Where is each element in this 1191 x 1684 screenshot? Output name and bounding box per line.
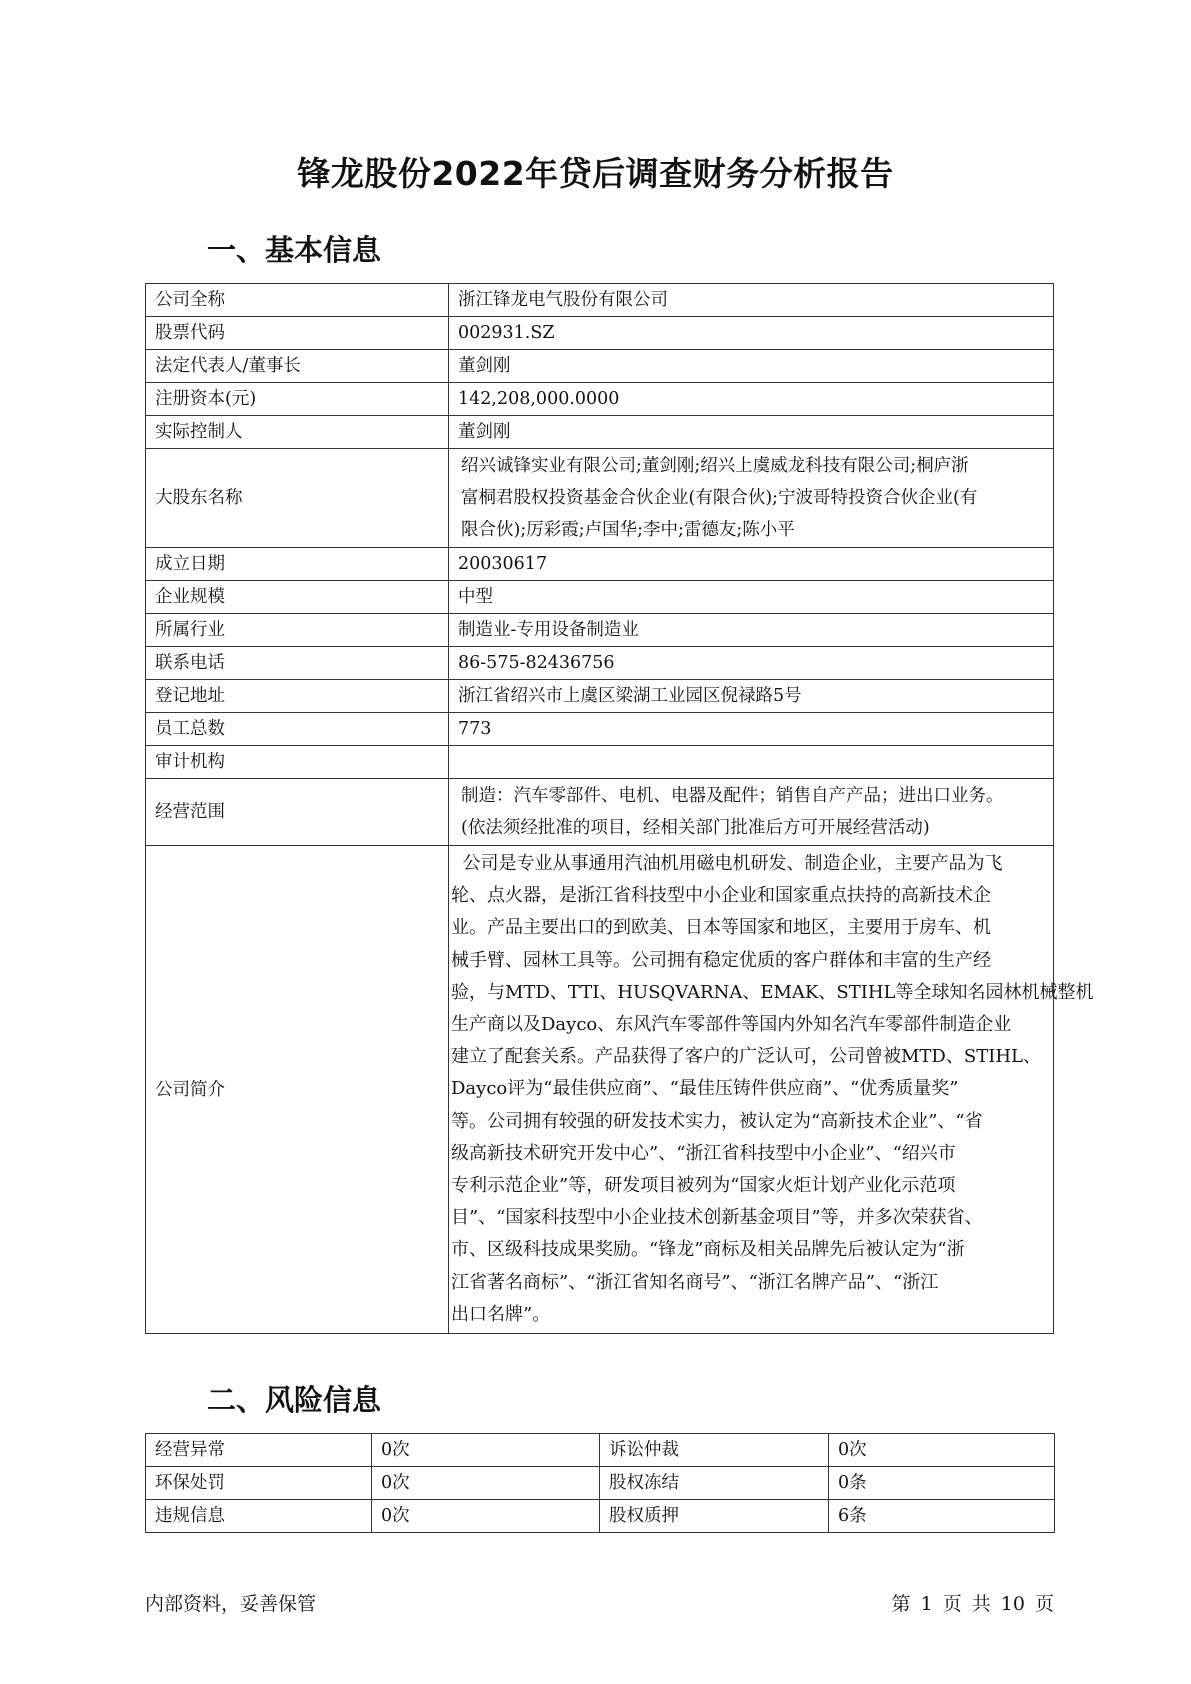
- report-title: 锋龙股份2022年贷后调查财务分析报告: [297, 154, 894, 193]
- info-row: [146, 548, 1054, 581]
- info-label: 所属行业: [146, 614, 449, 647]
- info-row: [146, 746, 1054, 779]
- info-value-line: 专利示范企业”等，研发项目被列为“国家火炬计划产业化示范项: [451, 1175, 956, 1197]
- info-value: [449, 746, 1054, 779]
- info-value: 制造业-专用设备制造业: [449, 614, 1054, 647]
- info-label: 企业规模: [146, 581, 449, 614]
- info-value-line: 出口名牌”。: [451, 1303, 551, 1325]
- footer-confidential-note: 内部资料，妥善保管: [145, 1593, 317, 1615]
- info-label: 成立日期: [146, 548, 449, 581]
- risk-value: 0次: [372, 1434, 600, 1467]
- info-value: 002931.SZ: [449, 317, 1054, 350]
- info-row: [146, 416, 1054, 449]
- info-value-line: 市、区级科技成果奖励。“锋龙”商标及相关品牌先后被认定为“浙: [451, 1239, 965, 1261]
- info-row: [146, 581, 1054, 614]
- info-row: [146, 614, 1054, 647]
- risk-label: 经营异常: [146, 1434, 372, 1467]
- info-row: [146, 779, 1054, 846]
- info-label: 大股东名称: [146, 449, 449, 548]
- info-value-line: Dayco评为“最佳供应商”、“最佳压铸件供应商”、“优秀质量奖”: [451, 1078, 959, 1100]
- info-row: [146, 647, 1054, 680]
- info-value: [449, 779, 1054, 846]
- info-value-line: (依法须经批准的项目，经相关部门批准后方可开展经营活动): [461, 818, 930, 838]
- risk-row: [146, 1467, 1055, 1500]
- info-row: [146, 449, 1054, 548]
- risk-row: [146, 1434, 1055, 1467]
- info-row: [146, 317, 1054, 350]
- section-heading-risk-info: 二、风险信息: [207, 1383, 382, 1417]
- risk-value: 6条: [829, 1500, 1055, 1533]
- footer-page-number: 第 1 页 共 10 页: [891, 1593, 1054, 1615]
- info-value: 20030617: [449, 548, 1054, 581]
- info-row: [146, 284, 1054, 317]
- risk-label: 环保处罚: [146, 1467, 372, 1500]
- info-row: [146, 713, 1054, 746]
- info-row: [146, 350, 1054, 383]
- risk-value: 0次: [372, 1467, 600, 1500]
- info-label: 经营范围: [146, 779, 449, 846]
- info-value-line: 级高新技术研究开发中心”、“浙江省科技型中小企业”、“绍兴市: [451, 1142, 956, 1164]
- info-value-line: 验，与MTD、TTI、HUSQVARNA、EMAK、STIHL等全球知名园林机械整机: [451, 981, 1094, 1003]
- info-label: 公司简介: [146, 846, 449, 1334]
- risk-label: 股权质押: [600, 1500, 829, 1533]
- info-value: [449, 449, 1054, 548]
- info-value-line: 等。公司拥有较强的研发技术实力，被认定为“高新技术企业”、“省: [451, 1110, 983, 1132]
- info-value: 董剑刚: [449, 416, 1054, 449]
- section-heading-basic-info: 一、基本信息: [207, 233, 382, 267]
- info-label: 注册资本(元): [146, 383, 449, 416]
- info-value: 浙江省绍兴市上虞区梁湖工业园区倪禄路5号: [449, 680, 1054, 713]
- info-row: [146, 846, 1054, 1334]
- info-label: 公司全称: [146, 284, 449, 317]
- risk-value: 0条: [829, 1467, 1055, 1500]
- info-label: 实际控制人: [146, 416, 449, 449]
- info-value-line: 富桐君股权投资基金合伙企业(有限合伙);宁波哥特投资合伙企业(有: [461, 488, 978, 508]
- risk-value: 0次: [372, 1500, 600, 1533]
- info-value: 86-575-82436756: [449, 647, 1054, 680]
- info-value: 浙江锋龙电气股份有限公司: [449, 284, 1054, 317]
- risk-row: [146, 1500, 1055, 1533]
- info-row: [146, 680, 1054, 713]
- info-value-line: 生产商以及Dayco、东风汽车零部件等国内外知名汽车零部件制造企业: [451, 1014, 1012, 1036]
- risk-label: 违规信息: [146, 1500, 372, 1533]
- info-value: 中型: [449, 581, 1054, 614]
- info-label: 联系电话: [146, 647, 449, 680]
- basic-info-table: [145, 283, 1094, 1334]
- info-value-line: 公司是专业从事通用汽油机用磁电机研发、制造企业，主要产品为飞: [451, 853, 1003, 874]
- risk-label: 诉讼仲裁: [600, 1434, 829, 1467]
- info-row: [146, 383, 1054, 416]
- info-value-line: 江省著名商标”、“浙江省知名商号”、“浙江名牌产品”、“浙江: [451, 1271, 939, 1293]
- risk-info-table: [145, 1433, 1055, 1533]
- info-label: 法定代表人/董事长: [146, 350, 449, 383]
- risk-value: 0次: [829, 1434, 1055, 1467]
- info-value-line: 械手臂、园林工具等。公司拥有稳定优质的客户群体和丰富的生产经: [451, 949, 991, 971]
- info-value-line: 轮、点火器，是浙江省科技型中小企业和国家重点扶持的高新技术企: [451, 885, 991, 907]
- info-label: 登记地址: [146, 680, 449, 713]
- risk-label: 股权冻结: [600, 1467, 829, 1500]
- info-value-line: 业。产品主要出口的到欧美、日本等国家和地区，主要用于房车、机: [451, 917, 991, 939]
- info-value: 董剑刚: [449, 350, 1054, 383]
- info-label: 员工总数: [146, 713, 449, 746]
- info-label: 股票代码: [146, 317, 449, 350]
- info-value: 773: [449, 713, 1054, 746]
- info-value: [449, 846, 1094, 1334]
- info-value-line: 制造：汽车零部件、电机、电器及配件；销售自产产品；进出口业务。: [461, 786, 1004, 806]
- info-value-line: 建立了配套关系。产品获得了客户的广泛认可，公司曾被MTD、STIHL、: [451, 1046, 1041, 1068]
- info-label: 审计机构: [146, 746, 449, 779]
- info-value: 142,208,000.0000: [449, 383, 1054, 416]
- info-value-line: 绍兴诚锋实业有限公司;董剑刚;绍兴上虞威龙科技有限公司;桐庐浙: [461, 456, 969, 476]
- info-value-line: 限合伙);厉彩霞;卢国华;李中;雷德友;陈小平: [461, 520, 795, 540]
- info-value-line: 目”、“国家科技型中小企业技术创新基金项目”等，并多次荣获省、: [451, 1207, 983, 1229]
